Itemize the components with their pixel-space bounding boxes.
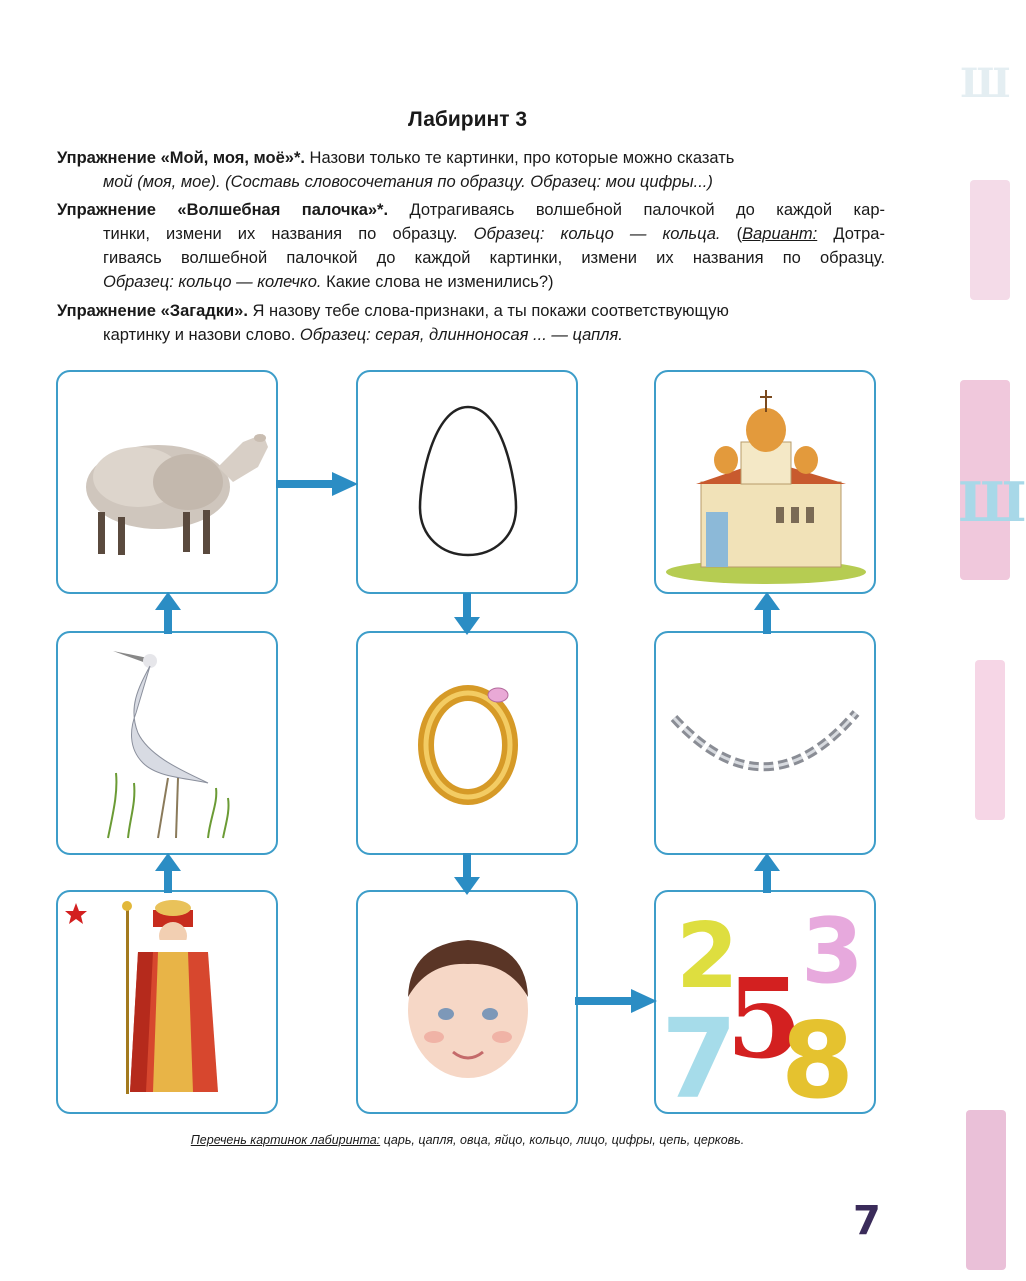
arrow-down-icon <box>454 593 480 635</box>
cell-tsar[interactable] <box>56 890 278 1114</box>
arrow-up-icon <box>155 592 181 634</box>
church-icon <box>656 372 874 592</box>
page-title: Лабиринт 3 <box>407 108 528 131</box>
exercise-1-text: Назови только те картинки, про которые можно сказать <box>309 149 735 167</box>
exercise-2 <box>57 198 885 294</box>
egg-icon <box>358 372 576 592</box>
exercise-2-text-4: гиваясь волшебной палочкой до каждой картинки, измени их названия по образцу. <box>103 249 885 267</box>
decorative-page-edge: Ш Ш <box>930 0 1000 1281</box>
exercise-3-sample: Образец: серая, длинноносая ... — цапля. <box>299 326 623 344</box>
exercise-2-sample-1: Образец: кольцо — кольца. <box>473 225 721 243</box>
arrow-down-icon <box>454 853 480 895</box>
digit-2: 2 <box>676 904 739 1009</box>
arrow-right-icon <box>575 988 657 1014</box>
cell-egg[interactable] <box>356 370 578 594</box>
cell-church[interactable] <box>654 370 876 594</box>
cell-heron[interactable] <box>56 631 278 855</box>
exercise-1 <box>57 146 885 194</box>
exercise-3-name: Упражнение «Загадки». <box>57 302 248 320</box>
arrow-right-icon <box>276 471 358 497</box>
exercise-1-sample: мой (моя, мое). (Составь словосочетания по образцу. Образец: мои цифры...) <box>103 173 713 191</box>
ring-icon <box>358 633 576 853</box>
chain-icon <box>656 633 874 853</box>
cell-digits[interactable] <box>654 890 876 1123</box>
star-icon <box>64 902 88 926</box>
exercise-2-name: Упражнение «Волшебная палочка»*. <box>57 201 389 219</box>
cell-sheep[interactable] <box>56 370 278 594</box>
digits-icon <box>656 892 874 1123</box>
exercise-3-text-2: картинку и назови слово. <box>103 326 296 344</box>
digit-7: 7 <box>661 995 738 1123</box>
exercise-3-text-1: Я назову тебе слова-признаки, а ты покажи соответствующую <box>252 302 729 320</box>
exercise-3 <box>57 299 885 347</box>
picture-list-caption <box>0 1133 935 1147</box>
arrow-up-icon <box>155 853 181 893</box>
page-number: 7 <box>853 1198 881 1244</box>
face-icon <box>358 892 576 1112</box>
exercise-2-sample-2: Образец: кольцо — колечко. <box>103 273 322 291</box>
cell-chain[interactable] <box>654 631 876 855</box>
digit-8: 8 <box>781 1000 855 1122</box>
exercise-2-variant: Вариант: <box>742 225 818 243</box>
cell-ring[interactable] <box>356 631 578 855</box>
arrow-up-icon <box>754 592 780 634</box>
heron-icon <box>58 633 276 853</box>
exercise-1-name: Упражнение «Мой, моя, моё»*. <box>57 149 305 167</box>
exercise-2-paren: ( <box>736 225 743 243</box>
caption-label: Перечень картинок лабиринта: <box>190 1133 381 1147</box>
digit-3: 3 <box>801 899 864 1004</box>
arrow-up-icon <box>754 853 780 893</box>
exercise-2-text-1: Дотрагиваясь волшебной палочкой до каждой кар- <box>409 201 885 219</box>
exercise-2-text-3: Дотра- <box>833 225 885 243</box>
digit-5: 5 <box>726 954 803 1083</box>
exercise-2-text-2: тинки, измени их названия по образцу. <box>103 225 458 243</box>
cell-face[interactable] <box>356 890 578 1114</box>
exercise-2-text-5: Какие слова не изменились?) <box>326 273 554 291</box>
tsar-icon <box>58 892 276 1112</box>
caption-text: царь, цапля, овца, яйцо, кольцо, лицо, цифры, цепь, церковь. <box>380 1133 745 1147</box>
sheep-icon <box>58 372 276 592</box>
